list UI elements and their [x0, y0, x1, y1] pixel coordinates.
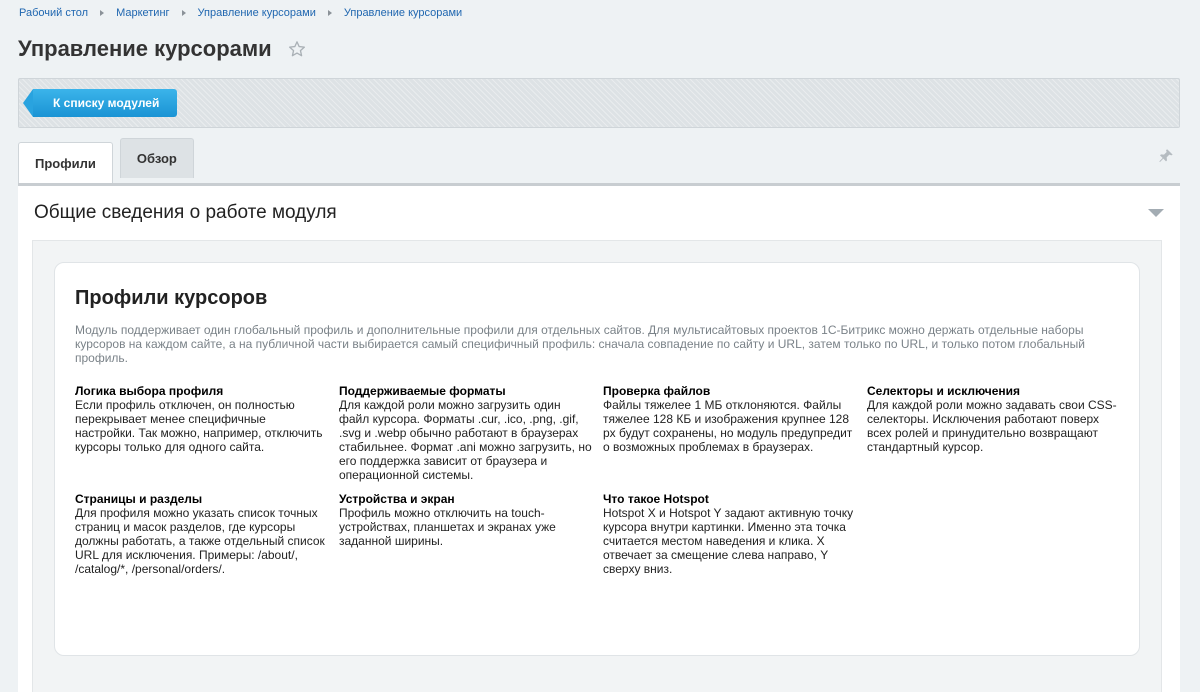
card-intro: Модуль поддерживает один глобальный профиль и дополнительные профили для отдельных сайтов. Для мультисайтовых проектов 1С-Битрикс можно держать отдельные наборы курсоров на каждом сайте, а на публичной части выбирается самый специфичный профиль: сначала совпадение по сайту и URL, затем только по URL, и только потом глобальный профиль. — [75, 323, 1085, 365]
info-item-formats — [339, 384, 603, 482]
tab-profiles[interactable]: Профили — [18, 142, 113, 184]
toolbar — [18, 78, 1180, 128]
breadcrumb-separator-icon — [328, 10, 332, 16]
info-item-text: Для каждой роли можно задавать свои CSS-селекторы. Исключения работают поверх всех ролей и принудительно возвращают стандартный курсор. — [867, 398, 1117, 454]
main-panel — [18, 183, 1180, 692]
section-header[interactable] — [18, 186, 1180, 240]
info-item-selectors — [867, 384, 1131, 482]
info-item-title: Логика выбора профиля — [75, 384, 224, 398]
info-item-title: Селекторы и исключения — [867, 384, 1021, 398]
breadcrumb-current[interactable]: Управление курсорами — [343, 7, 463, 19]
breadcrumb — [19, 7, 462, 19]
back-to-modules-button[interactable]: К списку модулей — [33, 89, 177, 117]
tabs — [18, 138, 194, 184]
info-item-text: Файлы тяжелее 1 МБ отклоняются. Файлы тяжелее 128 КБ и изображения крупнее 128 px будут сохранены, но модуль предупредит о возможных проблемах в браузерах. — [603, 398, 853, 454]
info-item-text: Если профиль отключен, он полностью перекрывает менее специфичные настройки. Так можно, например, отключить курсоры только для одного сайта. — [75, 398, 323, 454]
info-item-text: Профиль можно отключить на touch-устройствах, планшетах и экранах уже заданной ширины. — [339, 506, 556, 548]
info-card — [54, 262, 1140, 656]
info-item-title: Страницы и разделы — [75, 492, 203, 506]
breadcrumb-separator-icon — [100, 10, 104, 16]
info-item-title: Что такое Hotspot — [603, 492, 709, 506]
tab-overview[interactable]: Обзор — [120, 138, 194, 178]
info-item-title: Поддерживаемые форматы — [339, 384, 506, 398]
info-item-title: Проверка файлов — [603, 384, 711, 398]
card-title: Профили курсоров — [75, 287, 268, 309]
title-row — [18, 36, 306, 62]
info-item-pages — [75, 492, 339, 576]
star-icon[interactable] — [288, 40, 306, 58]
info-item-profile-logic — [75, 384, 339, 482]
info-item-file-check — [603, 384, 867, 482]
section-title: Общие сведения о работе модуля — [34, 202, 337, 223]
breadcrumb-marketing[interactable]: Маркетинг — [116, 7, 170, 19]
info-item-devices — [339, 492, 603, 576]
breadcrumb-separator-icon — [182, 10, 186, 16]
info-item-title: Устройства и экран — [339, 492, 455, 506]
collapse-arrow-icon[interactable] — [1148, 209, 1164, 217]
info-item-hotspot — [603, 492, 867, 576]
info-item-text: Для профиля можно указать список точных страниц и масок разделов, где курсоры должны работать, а также отдельный список URL для исключения. Примеры: /about/, /catalog/*, /personal/orders/. — [75, 506, 325, 576]
page-title: Управление курсорами — [18, 36, 272, 61]
pin-icon[interactable] — [1158, 148, 1174, 164]
info-item-text: Hotspot X и Hotspot Y задают активную точку курсора внутри картинки. Именно эта точка считается местом наведения и клика. X отвечает за смещение слева направо, Y сверху вниз. — [603, 506, 854, 576]
info-item-text: Для каждой роли можно загрузить один файл курсора. Форматы .cur, .ico, .png, .gif, .svg и .webp обычно работают в браузерах стабильнее. Формат .ani можно загрузить, но его поддержка зависит от браузера и операционной системы. — [339, 398, 592, 482]
breadcrumb-cursor-management[interactable]: Управление курсорами — [197, 7, 316, 19]
breadcrumb-desktop[interactable]: Рабочий стол — [19, 7, 89, 19]
section-body — [32, 240, 1162, 692]
info-grid — [75, 384, 1119, 576]
